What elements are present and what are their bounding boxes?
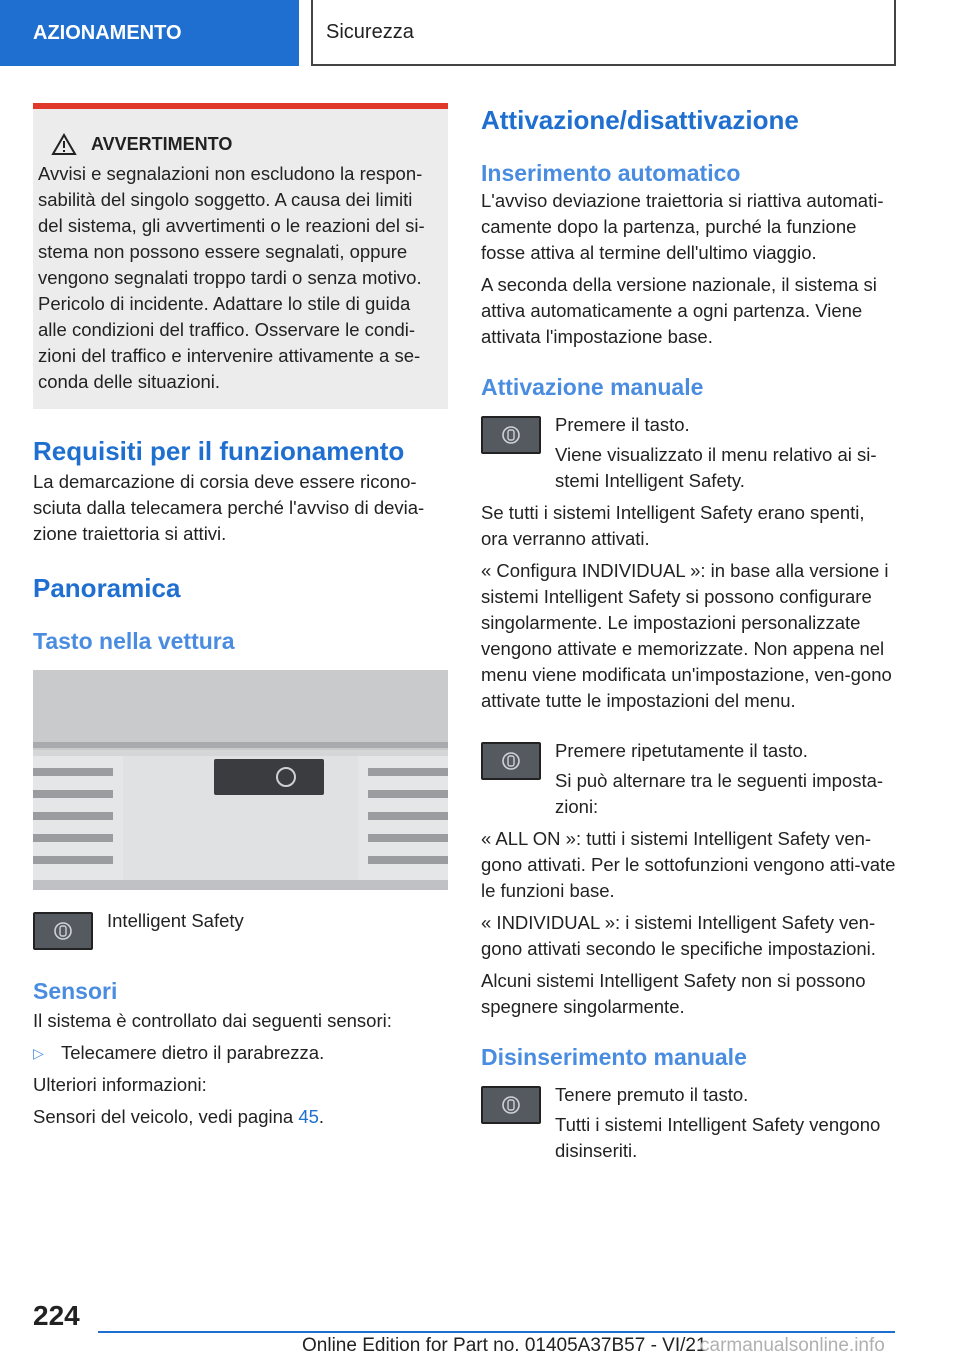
intelligent-safety-button — [481, 1086, 541, 1124]
requisiti-heading: Requisiti per il funzionamento — [33, 436, 405, 466]
bullet-text: Telecamere dietro il parabrezza. — [61, 1042, 325, 1063]
bullet-item — [33, 1040, 448, 1066]
dis-step — [481, 1082, 896, 1164]
chapter-label: Sicurezza — [326, 20, 414, 43]
requisiti-text: La demarcazione di corsia deve essere ricono-sciuta dalla telecamera perché l'avviso di devia-zione traiettoria si attivi. — [33, 471, 425, 544]
intelligent-safety-icon — [501, 751, 521, 771]
warning-title: AVVERTIMENTO — [91, 134, 233, 154]
left-column — [33, 103, 448, 1130]
repeat-step-1: Premere ripetutamente il tasto. — [555, 740, 808, 761]
manual-text-1: Se tutti i sistemi Intelligent Safety erano spenti, ora verranno attivati. — [481, 502, 865, 549]
allon-text: « ALL ON »: tutti i sistemi Intelligent Safety ven-gono attivati. Per le sottofunzioni vengono atti-vate le funzioni base. — [481, 828, 896, 901]
manual-heading: Attivazione manuale — [481, 374, 704, 400]
auto-text-1: L'avviso deviazione traiettoria si riattiva automati-camente dopo la partenza, purché la funzione fosse attiva al termine dell'ultimo viaggio. — [481, 190, 884, 263]
tasto-heading: Tasto nella vettura — [33, 628, 235, 654]
page-number: 224 — [33, 1300, 80, 1331]
auto-heading: Inserimento automatico — [481, 160, 741, 186]
intelligent-safety-legend — [33, 908, 448, 950]
intelligent-safety-icon — [501, 425, 521, 445]
repeat-step-2: Si può alternare tra le seguenti imposta-zioni: — [555, 770, 884, 817]
individual-text: « INDIVIDUAL »: i sistemi Intelligent Safety ven-gono attivati secondo le specifiche impostazioni. — [481, 912, 876, 959]
warning-header — [51, 133, 436, 156]
manual-step — [481, 412, 896, 494]
warning-text: Avvisi e segnalazioni non escludono la respon-sabilità del singolo soggetto. A causa dei limiti del sistema, gli avvertimenti o le reazioni del si-stema non possono essere segnalati, oppure vengono segnalati troppo tardi o senza motivo. Pericolo di incidente. Adattare lo stile di guida alle condizioni del traffico. Osservare le condi-zioni del traffico e intervenire attivamente a se-conda delle situazioni. — [38, 163, 425, 392]
section-label: AZIONAMENTO — [33, 21, 182, 44]
page-reference-link[interactable]: 45 — [298, 1106, 319, 1127]
dis-heading: Disinserimento manuale — [481, 1044, 747, 1070]
auto-text-2: A seconda della versione nazionale, il sistema si attiva automaticamente a ogni partenza. Viene attivata l'impostazione base. — [481, 274, 877, 347]
reference-text: Sensori del veicolo, vedi pagina — [33, 1106, 299, 1127]
reference-end: . — [318, 1106, 325, 1127]
sensori-text: Il sistema è controllato dai seguenti sensori: — [33, 1010, 392, 1031]
alcuni-text: Alcuni sistemi Intelligent Safety non si possono spegnere singolarmente. — [481, 970, 866, 1017]
attivazione-heading: Attivazione/disattivazione — [481, 105, 799, 135]
right-column — [481, 103, 896, 1164]
intelligent-safety-icon — [53, 921, 73, 941]
sensori-heading: Sensori — [33, 978, 118, 1004]
bullet-triangle-icon: ▷ — [33, 1045, 44, 1061]
intelligent-safety-label: Intelligent Safety — [107, 910, 244, 931]
intelligent-safety-button — [481, 416, 541, 454]
intelligent-safety-icon — [501, 1095, 521, 1115]
intelligent-safety-button — [33, 912, 93, 950]
edition-text: Online Edition for Part no. 01405A37B57 - VI/21 — [302, 1335, 707, 1356]
reference-line — [33, 1104, 448, 1130]
manual-step-1: Premere il tasto. — [555, 414, 690, 435]
dis-step-1: Tenere premuto il tasto. — [555, 1084, 749, 1105]
repeat-step — [481, 738, 896, 820]
manual-step-2: Viene visualizzato il menu relativo ai si-stemi Intelligent Safety. — [555, 444, 877, 491]
intelligent-safety-button — [481, 742, 541, 780]
dis-step-2: Tutti i sistemi Intelligent Safety vengono disinseriti. — [555, 1114, 881, 1161]
panoramica-heading: Panoramica — [33, 573, 181, 603]
ulteriori-text: Ulteriori informazioni: — [33, 1074, 207, 1095]
watermark: carmanualsonline.info — [700, 1335, 885, 1356]
manual-text-2: « Configura INDIVIDUAL »: in base alla versione i sistemi Intelligent Safety si possono configurare singolarmente. Le impostazioni personalizzate vengono attivate e memorizzate. Non appena nel menu viene modificata un'impostazione, ven-gono attivate tutte le impostazioni del menu. — [481, 560, 892, 711]
section-tab — [0, 0, 299, 66]
warning-triangle-icon — [51, 133, 77, 156]
vehicle-button-photo — [33, 670, 448, 890]
chapter-tab — [311, 0, 896, 66]
warning-box — [33, 103, 448, 409]
